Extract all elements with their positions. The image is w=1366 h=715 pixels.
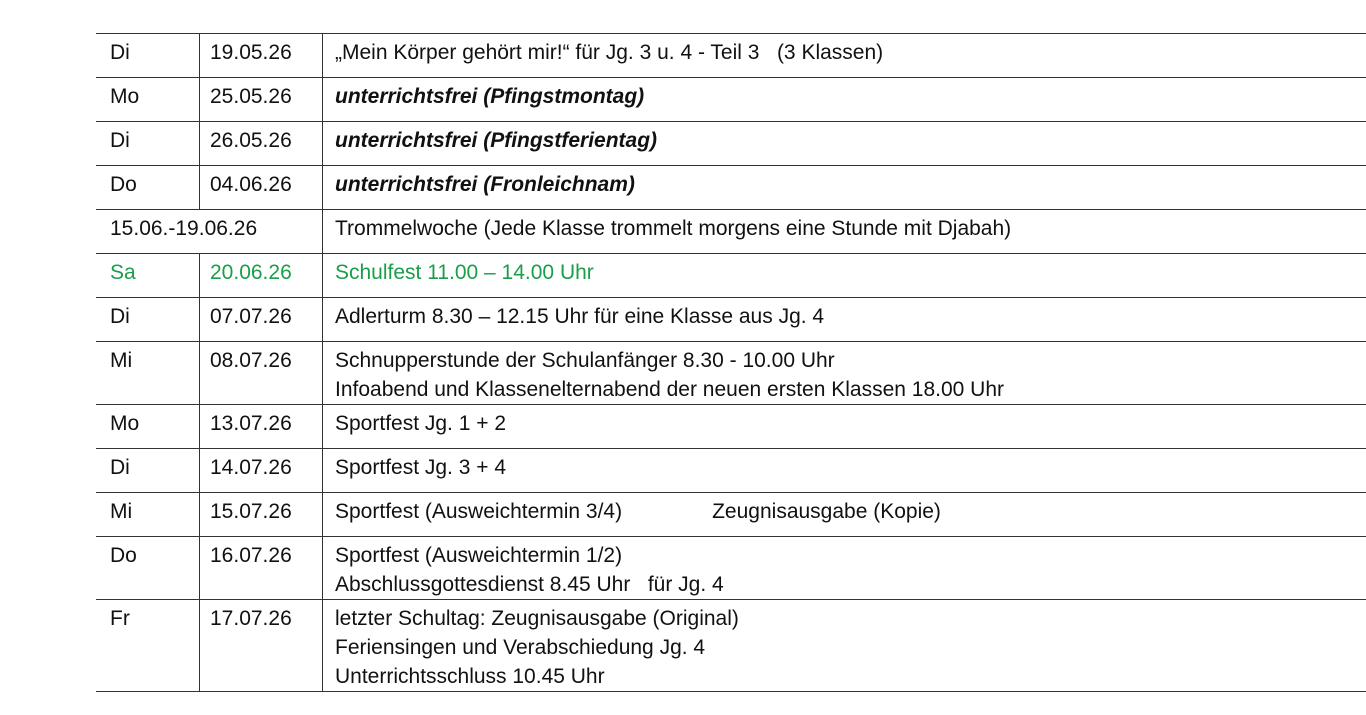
- event-text: Trommelwoche (Jede Klasse trommelt morgens eine Stunde mit Djabah): [335, 217, 1012, 240]
- date-text: 16.07.26: [210, 544, 292, 567]
- day-text: Di: [110, 305, 130, 328]
- day-cell: [96, 298, 200, 342]
- day-text: Sa: [110, 261, 136, 284]
- day-text: Di: [110, 41, 130, 64]
- date-cell: [200, 493, 323, 537]
- event-text: Sportfest (Ausweichtermin 1/2): [335, 544, 623, 567]
- day-cell: [96, 493, 200, 537]
- event-text: Feriensingen und Verabschiedung Jg. 4: [335, 636, 706, 659]
- date-text: 14.07.26: [210, 456, 292, 479]
- date-text: 20.06.26: [210, 261, 292, 284]
- event-cell: [323, 166, 1366, 210]
- day-cell: [96, 78, 200, 122]
- date-text: 25.05.26: [210, 85, 292, 108]
- holiday-text: unterrichtsfrei (Fronleichnam): [335, 173, 635, 196]
- table-row: [96, 449, 1366, 493]
- event-text: Schulfest 11.00 – 14.00 Uhr: [335, 261, 594, 284]
- event-text: Sportfest Jg. 1 + 2: [335, 412, 507, 435]
- date-text: 04.06.26: [210, 173, 292, 196]
- table-row: [96, 405, 1366, 449]
- table-row: [96, 342, 1366, 405]
- day-text: Mi: [110, 349, 133, 372]
- day-text: Mi: [110, 500, 133, 523]
- date-cell: [200, 254, 323, 298]
- day-cell: [96, 537, 200, 600]
- event-cell: [323, 537, 1366, 600]
- date-cell: [200, 166, 323, 210]
- event-cell: [323, 254, 1366, 298]
- day-cell: [96, 254, 200, 298]
- event-cell: [323, 342, 1366, 405]
- day-cell: [96, 342, 200, 405]
- date-text: 07.07.26: [210, 305, 292, 328]
- table-row: [96, 122, 1366, 166]
- day-text: Di: [110, 129, 130, 152]
- event-text: Sportfest (Ausweichtermin 3/4): [335, 500, 623, 523]
- event-cell: [323, 600, 1366, 692]
- table-row: [96, 298, 1366, 342]
- date-text: 08.07.26: [210, 349, 292, 372]
- day-cell: [96, 166, 200, 210]
- event-cell: [323, 405, 1366, 449]
- day-text: Do: [110, 173, 137, 196]
- event-text: Zeugnisausgabe (Kopie): [712, 500, 941, 523]
- day-cell: [96, 600, 200, 692]
- day-text: Do: [110, 544, 137, 567]
- event-text: Adlerturm 8.30 – 12.15 Uhr für eine Klasse aus Jg. 4: [335, 305, 825, 328]
- holiday-text: unterrichtsfrei (Pfingstmontag): [335, 85, 645, 108]
- date-cell: [200, 78, 323, 122]
- event-cell: [323, 34, 1366, 78]
- day-cell: [96, 34, 200, 78]
- event-text: Schnupperstunde der Schulanfänger 8.30 - 10.00 Uhr: [335, 349, 835, 372]
- event-cell: [323, 210, 1366, 254]
- table-row: [96, 537, 1366, 600]
- event-text: letzter Schultag: Zeugnisausgabe (Original): [335, 607, 739, 630]
- day-text: Mo: [110, 85, 140, 108]
- table-row: [96, 210, 1366, 254]
- event-text: „Mein Körper gehört mir!“ für Jg. 3 u. 4 - Teil 3 (3 Klassen): [335, 41, 884, 64]
- table-row: [96, 78, 1366, 122]
- date-text: 26.05.26: [210, 129, 292, 152]
- day-cell: [96, 122, 200, 166]
- date-cell: [200, 298, 323, 342]
- date-range-text: 15.06.-19.06.26: [110, 217, 258, 240]
- event-cell: [323, 78, 1366, 122]
- event-cell: [323, 449, 1366, 493]
- date-text: 15.07.26: [210, 500, 292, 523]
- event-cell: [323, 493, 1366, 537]
- date-cell: [200, 600, 323, 692]
- day-cell: [96, 449, 200, 493]
- event-cell: [323, 298, 1366, 342]
- event-text: Abschlussgottesdienst 8.45 Uhr für Jg. 4: [335, 573, 724, 596]
- table-row-highlighted: [96, 254, 1366, 298]
- event-text: Sportfest Jg. 3 + 4: [335, 456, 507, 479]
- event-cell: [323, 122, 1366, 166]
- date-text: 17.07.26: [210, 607, 292, 630]
- date-cell: [200, 34, 323, 78]
- day-text: Mo: [110, 412, 140, 435]
- date-text: 13.07.26: [210, 412, 292, 435]
- day-text: Di: [110, 456, 130, 479]
- date-cell: [200, 122, 323, 166]
- day-text: Fr: [110, 607, 130, 630]
- event-text: Unterrichtsschluss 10.45 Uhr: [335, 665, 605, 688]
- day-cell: [96, 405, 200, 449]
- schedule-table: [96, 33, 1366, 692]
- date-cell: [200, 342, 323, 405]
- date-text: 19.05.26: [210, 41, 292, 64]
- table-row: [96, 493, 1366, 537]
- date-range-cell: [96, 210, 323, 254]
- table-row: [96, 166, 1366, 210]
- holiday-text: unterrichtsfrei (Pfingstferientag): [335, 129, 658, 152]
- table-row: [96, 34, 1366, 78]
- event-text: Infoabend und Klassenelternabend der neuen ersten Klassen 18.00 Uhr: [335, 378, 1004, 401]
- date-cell: [200, 449, 323, 493]
- date-cell: [200, 405, 323, 449]
- date-cell: [200, 537, 323, 600]
- table-row: [96, 600, 1366, 692]
